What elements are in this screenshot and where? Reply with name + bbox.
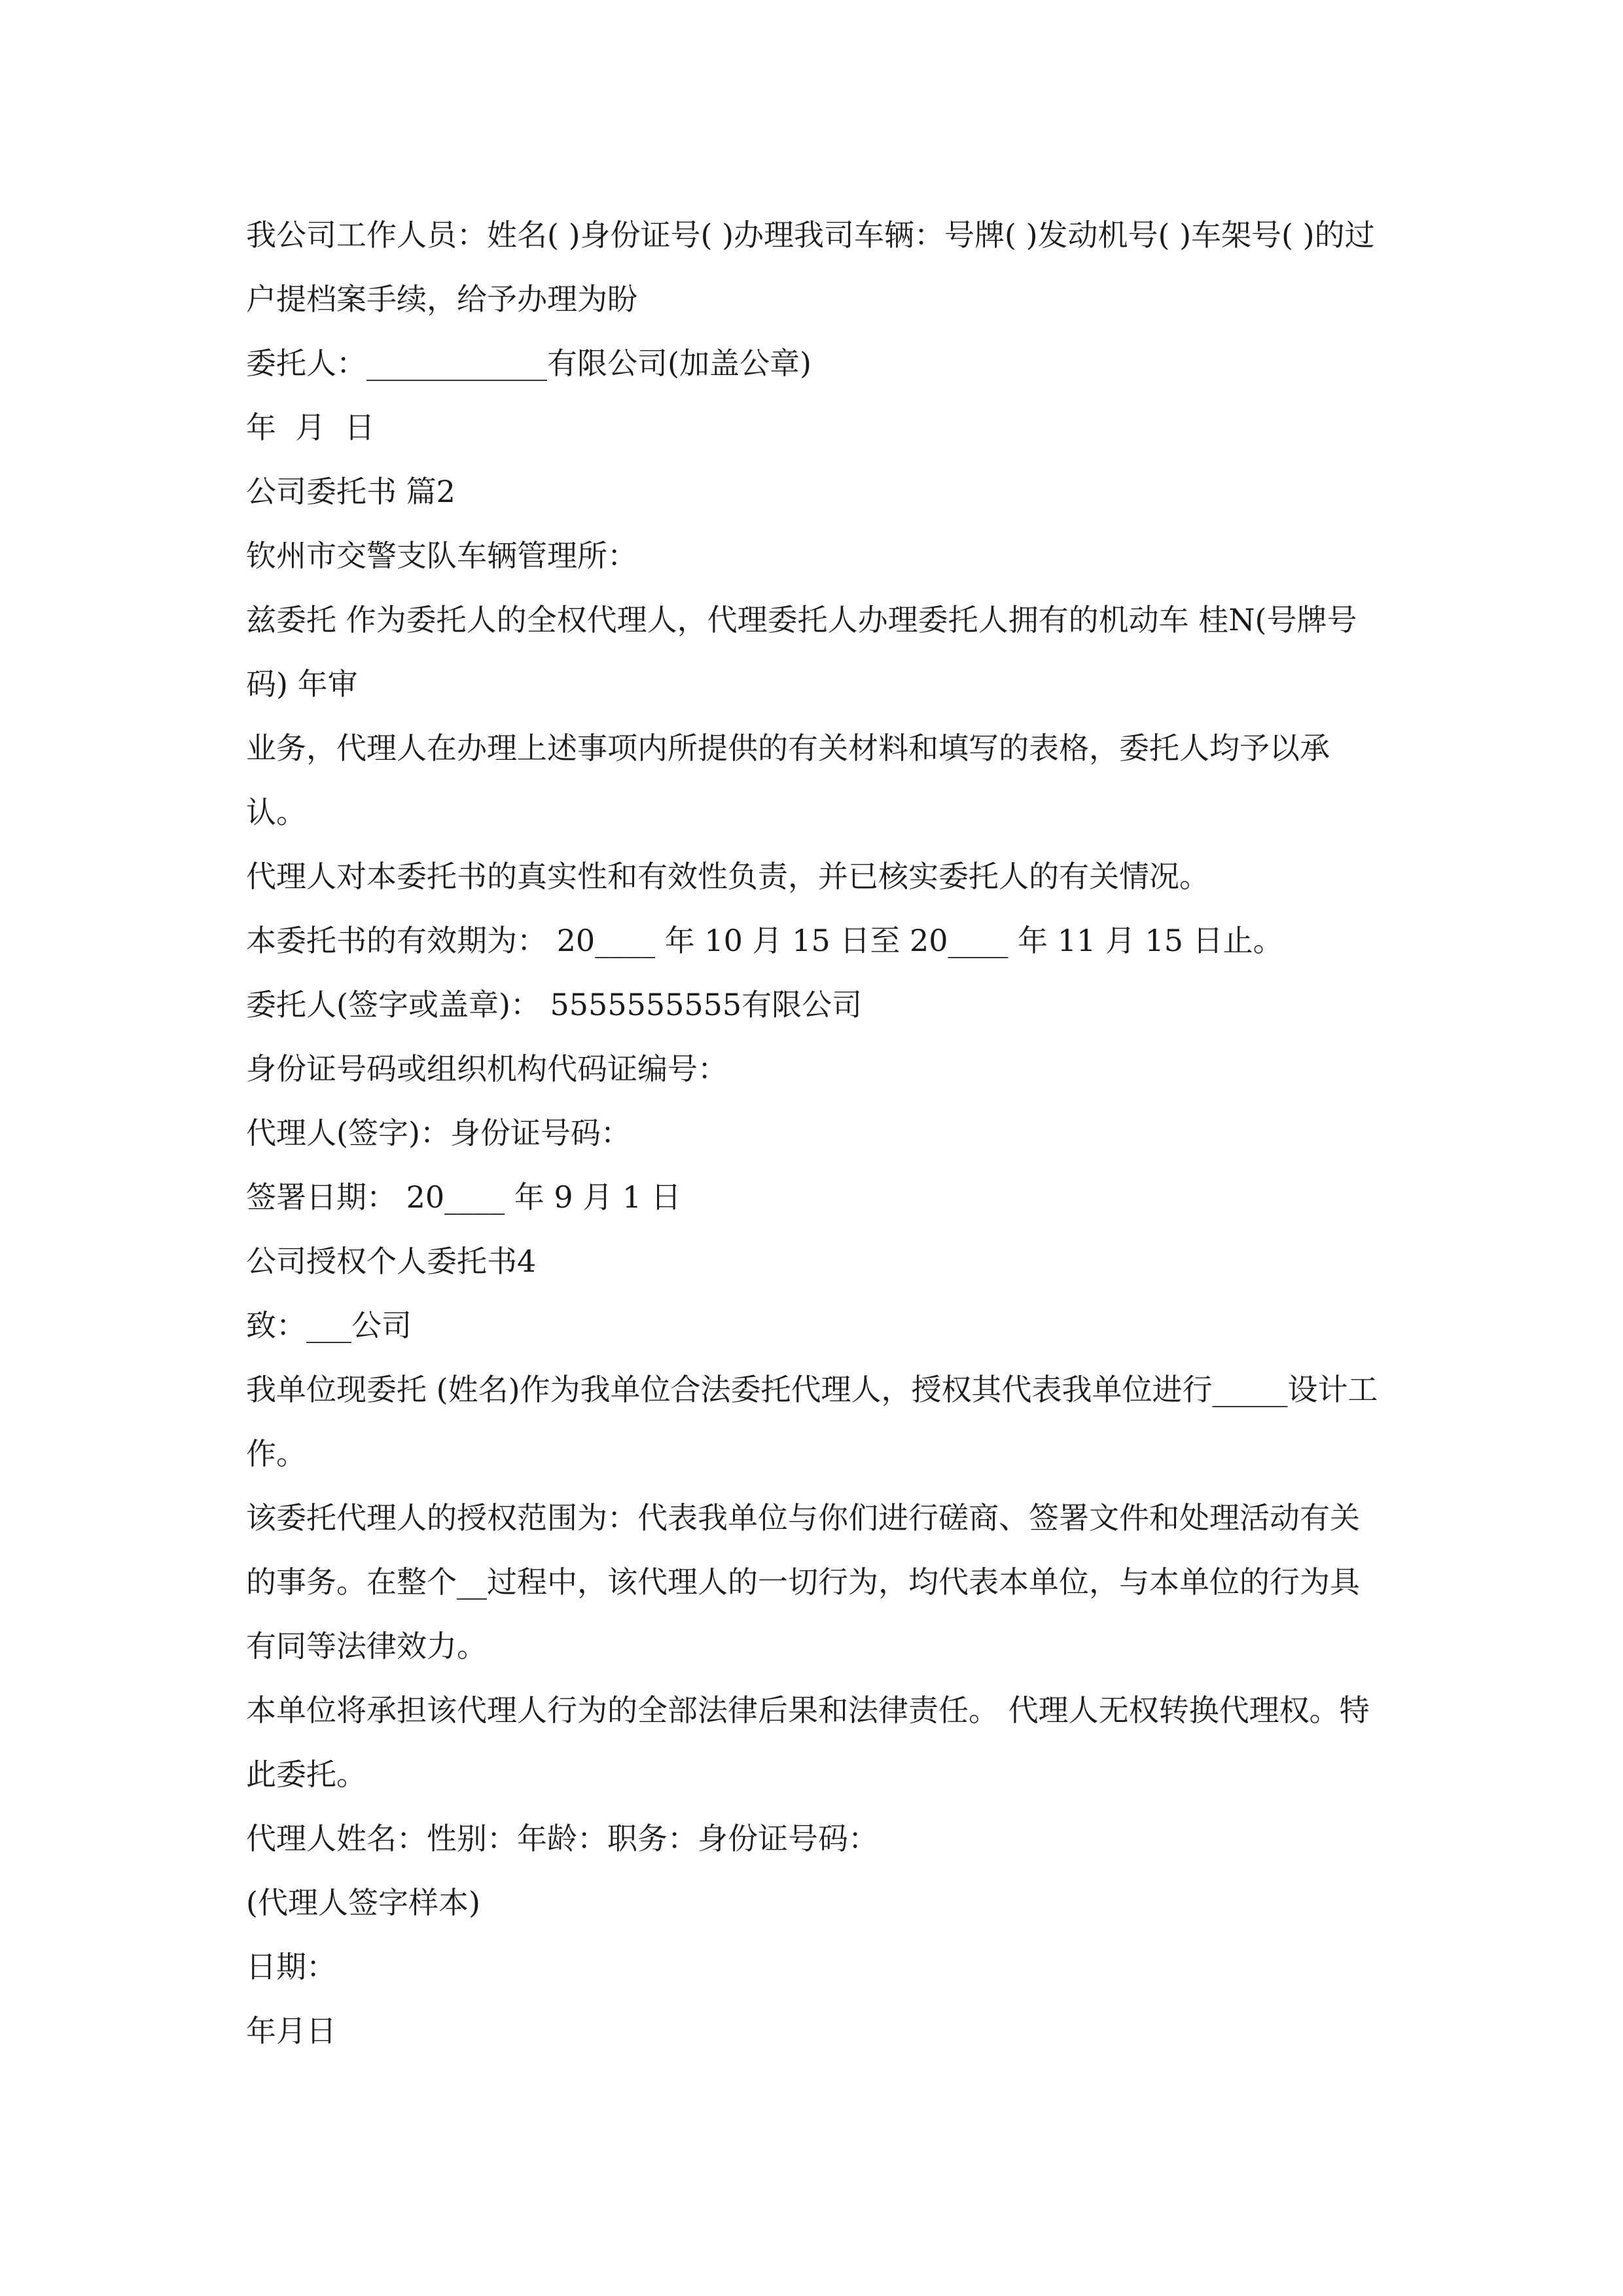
paragraph-agent-signature: 代理人(签字)：身份证号码：: [246, 1115, 631, 1151]
document-body: [246, 203, 1378, 2063]
paragraph-date-placeholder: 年 月 日: [246, 410, 375, 445]
paragraph-legal-liability: 本单位将承担该代理人行为的全部法律后果和法律责任。 代理人无权转换代理权。特此委托。: [246, 1693, 1370, 1792]
section-heading-2: 公司委托书 篇2: [246, 474, 455, 509]
paragraph-addressee: 钦州市交警支队车辆管理所：: [246, 538, 637, 573]
paragraph-entrustment: 兹委托 作为委托人的全权代理人，代理委托人办理委托人拥有的机动车 桂N(号牌号码) 年审: [246, 602, 1357, 702]
paragraph-business-scope: 业务，代理人在办理上述事项内所提供的有关材料和填写的表格，委托人均予以承认。: [246, 730, 1330, 830]
paragraph-id-number: 身份证号码或组织机构代码证编号：: [246, 1051, 728, 1086]
paragraph-principal-signature: 委托人(签字或盖章)： 5555555555有限公司: [246, 987, 863, 1022]
paragraph-principal-company: 委托人：____________有限公司(加盖公章): [246, 346, 812, 381]
paragraph-authority-scope: 该委托代理人的授权范围为：代表我单位与你们进行磋商、签署文件和处理活动有关的事务。在整个__过程中，该代理人的一切行为，均代表本单位，与本单位的行为具有同等法律效力。: [246, 1500, 1360, 1664]
paragraph-year-month-day: 年月日: [246, 2013, 336, 2049]
paragraph-authorization: 我单位现委托 (姓名)作为我单位合法委托代理人，授权其代表我单位进行_____设计工作。: [246, 1372, 1378, 1471]
paragraph-responsibility: 代理人对本委托书的真实性和有效性负责，并已核实委托人的有关情况。: [246, 859, 1209, 894]
paragraph-transfer-request: 我公司工作人员：姓名( )身份证号( )办理我司车辆：号牌( )发动机号( )车架号( )的过户提档案手续，给予办理为盼: [246, 217, 1375, 317]
paragraph-date-label: 日期：: [246, 1949, 336, 1984]
paragraph-agent-details: 代理人姓名：性别：年龄：职务：身份证号码：: [246, 1821, 878, 1856]
paragraph-validity-period: 本委托书的有效期为： 20____ 年 10 月 15 日至 20____ 年 11 月 15 日止。: [246, 923, 1283, 958]
section-heading-4: 公司授权个人委托书4: [246, 1244, 537, 1279]
paragraph-signature-sample: (代理人签字样本): [246, 1885, 480, 1920]
paragraph-signing-date: 签署日期： 20____ 年 9 月 1 日: [246, 1179, 681, 1215]
paragraph-to-company: 致：___公司: [246, 1308, 412, 1343]
